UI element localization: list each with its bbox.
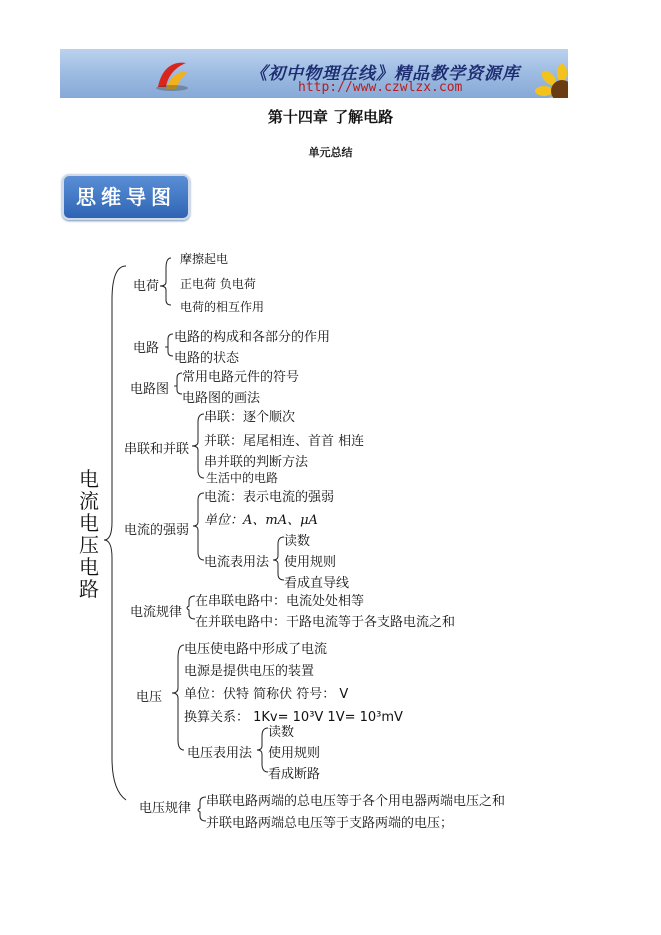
bracket-ammeter [273,537,284,580]
branch-item: 串联：逐个顺次 [204,410,296,425]
branch-item: 换算关系： 1Kv= 10³V 1V= 10³mV [184,710,403,725]
branch-item: 常用电路元件的符号 [182,370,300,385]
branch-item: 电路的状态 [174,351,240,366]
branch-item: 并联：尾尾相连、首首 相连 [204,434,365,449]
branch-item: 电源是提供电压的装置 [184,664,315,679]
branch-item: 电荷的相互作用 [180,300,265,314]
branch-voltage-law: 电压规律 [139,801,192,816]
bracket-diagram [175,373,183,394]
branch-item: 电压使电路中形成了电流 [184,642,328,657]
branch-item: 电流：表示电流的强弱 [204,490,335,505]
branch-item: 单位：A、mA、μA [204,513,318,528]
branch-charge: 电荷 [133,279,160,294]
branch-item: 正电荷 负电荷 [180,277,256,291]
bracket-voltage-law [198,797,206,821]
branch-item: 电路图的画法 [182,391,261,406]
section-title: 单元总结 [308,146,353,159]
branch-item: 串并联的判断方法 [204,455,309,470]
banner-title: 《初中物理在线》精品教学资源库 [250,64,520,84]
bracket-current [193,493,204,560]
bracket-charge [160,258,171,305]
root-bracket [104,266,126,800]
branch-current-strength: 电流的强弱 [124,523,190,538]
bracket-voltmeter [257,728,268,772]
branch-circuit: 电路 [133,341,160,356]
branch-circuit-diagram: 电路图 [130,382,170,397]
branch-current-law: 电流规律 [130,605,183,620]
mind-map-root: 电流电压电路 [79,467,99,601]
sub-item: 看成直导线 [284,576,350,591]
branch-item: 单位：伏特 简称伏 符号： V [184,687,349,702]
branch-item: 串联电路两端的总电压等于各个用电器两端电压之和 [206,794,506,809]
bracket-series-parallel [192,414,204,478]
banner-url: http://www.czwlzx.com [298,80,463,95]
branch-item: 生活中的电路 [206,471,279,485]
sub-item: 使用规则 [284,555,337,570]
sub-item: 读数 [268,725,295,740]
bracket-current-law [187,596,195,619]
sub-item: 使用规则 [268,746,321,761]
chapter-title: 第十四章 了解电路 [267,108,394,126]
branch-item: 电路的构成和各部分的作用 [174,330,331,345]
branch-series-parallel: 串联和并联 [124,442,190,457]
branch-item: 并联电路两端总电压等于支路两端的电压； [206,816,454,831]
branch-item: 在串联电路中：电流处处相等 [195,594,365,609]
branch-item: 在并联电路中：干路电流等于各支路电流之和 [195,615,456,630]
mind-map-badge: 思维导图 [62,174,190,220]
bracket-voltage [172,645,184,750]
sub-item: 看成断路 [268,767,321,782]
ammeter-usage: 电流表用法 [204,555,270,570]
bracket-circuit [166,334,174,356]
branch-voltage: 电压 [136,690,163,705]
voltmeter-usage: 电压表用法 [187,746,253,761]
branch-item: 摩擦起电 [180,252,229,266]
sub-item: 读数 [284,534,311,549]
